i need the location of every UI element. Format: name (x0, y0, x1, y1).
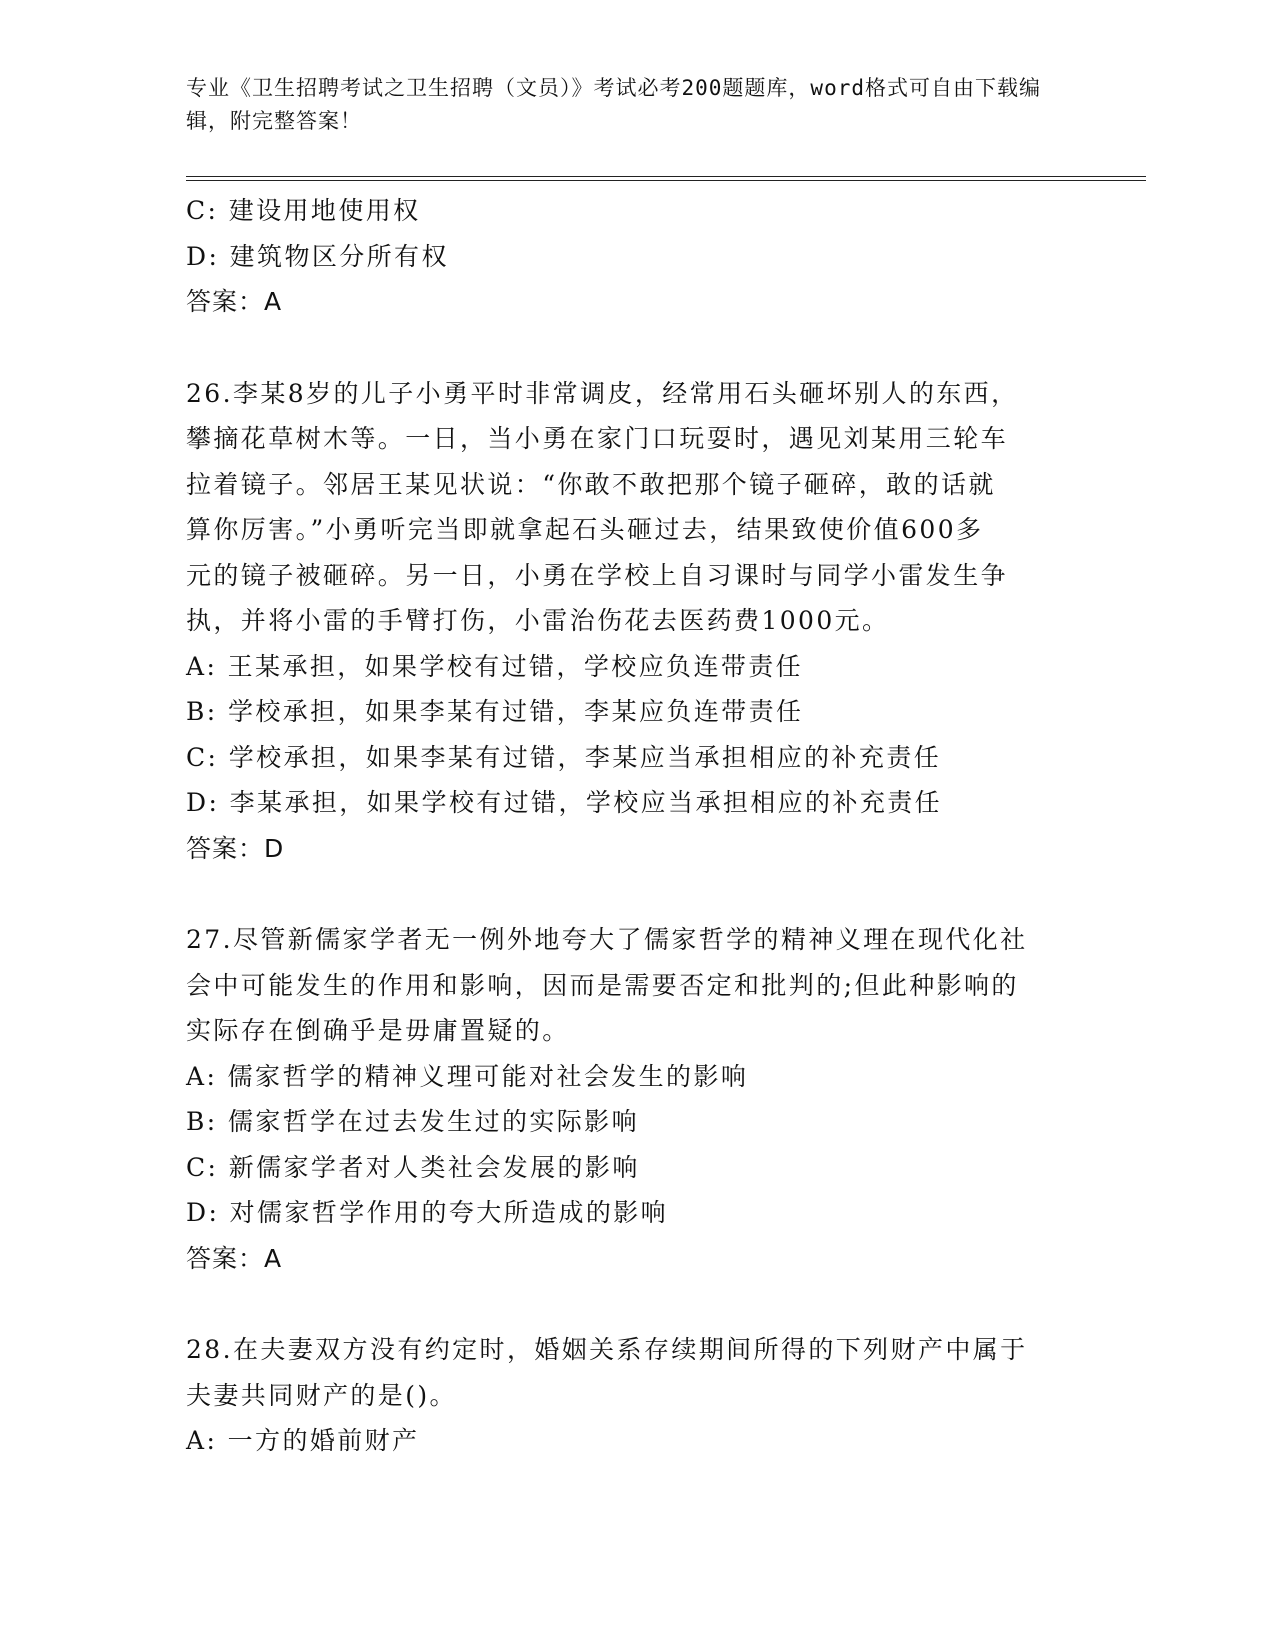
option-a: A: 一方的婚前财产 (186, 1426, 420, 1455)
option-a: A: 王某承担，如果学校有过错，学校应负连带责任 (186, 651, 804, 681)
question-27 (186, 917, 1066, 1281)
option-c: C: 建设用地使用权 (186, 196, 421, 225)
question-stem: 28.在夫妻双方没有约定时，婚姻关系存续期间所得的下列财产中属于 夫妻共同财产的是()。 (186, 1335, 1028, 1410)
document-header (186, 72, 1066, 138)
option-c: C: 新儒家学者对人类社会发展的影响 (186, 1152, 640, 1182)
option-a: A: 儒家哲学的精神义理可能对社会发生的影响 (186, 1061, 749, 1091)
option-b: B: 儒家哲学在过去发生过的实际影响 (186, 1107, 639, 1136)
option-b: B: 学校承担，如果李某有过错，李某应负连带责任 (186, 697, 804, 726)
question-stem: 26.李某8岁的儿子小勇平时非常调皮，经常用石头砸坏别人的东西， 攀摘花草树木等。一日，当小勇在家门口玩耍时，遇见刘某用三轮车 拉着镜子。邻居王某见状说：“你敢不敢把那个镜子砸碎，敢的话就 算你厉害。”小勇听完当即就拿起石头砸过去，结果致使价值600多 元的镜子被砸碎。另一日，小勇在学校上自习课时与同学小雷发生争 执，并将小雷的手臂打伤，小雷治伤花去医药费1000元。 (186, 378, 1019, 635)
question-28 (186, 1327, 1066, 1464)
option-d: D: 对儒家哲学作用的夸大所造成的影响 (186, 1198, 669, 1227)
document-body (186, 188, 1066, 1464)
answer-line: 答案：D (186, 833, 285, 863)
header-divider (186, 176, 1146, 177)
answer-line: 答案：A (186, 287, 283, 316)
header-text: 专业《卫生招聘考试之卫生招聘（文员）》考试必考200题题库，word格式可自由下载编辑，附完整答案！ (186, 76, 1041, 133)
option-c: C: 学校承担，如果李某有过错，李某应当承担相应的补充责任 (186, 742, 942, 772)
answer-line: 答案：A (186, 1243, 283, 1273)
option-d: D: 李某承担，如果学校有过错，学校应当承担相应的补充责任 (186, 788, 943, 817)
previous-question-fragment (186, 188, 1066, 325)
question-stem: 27.尽管新儒家学者无一例外地夸大了儒家哲学的精神义理在现代化社 会中可能发生的作用和影响，因而是需要否定和批判的;但此种影响的 实际存在倒确乎是毋庸置疑的。 (186, 925, 1028, 1045)
option-d: D: 建筑物区分所有权 (186, 241, 449, 271)
question-26 (186, 371, 1066, 872)
